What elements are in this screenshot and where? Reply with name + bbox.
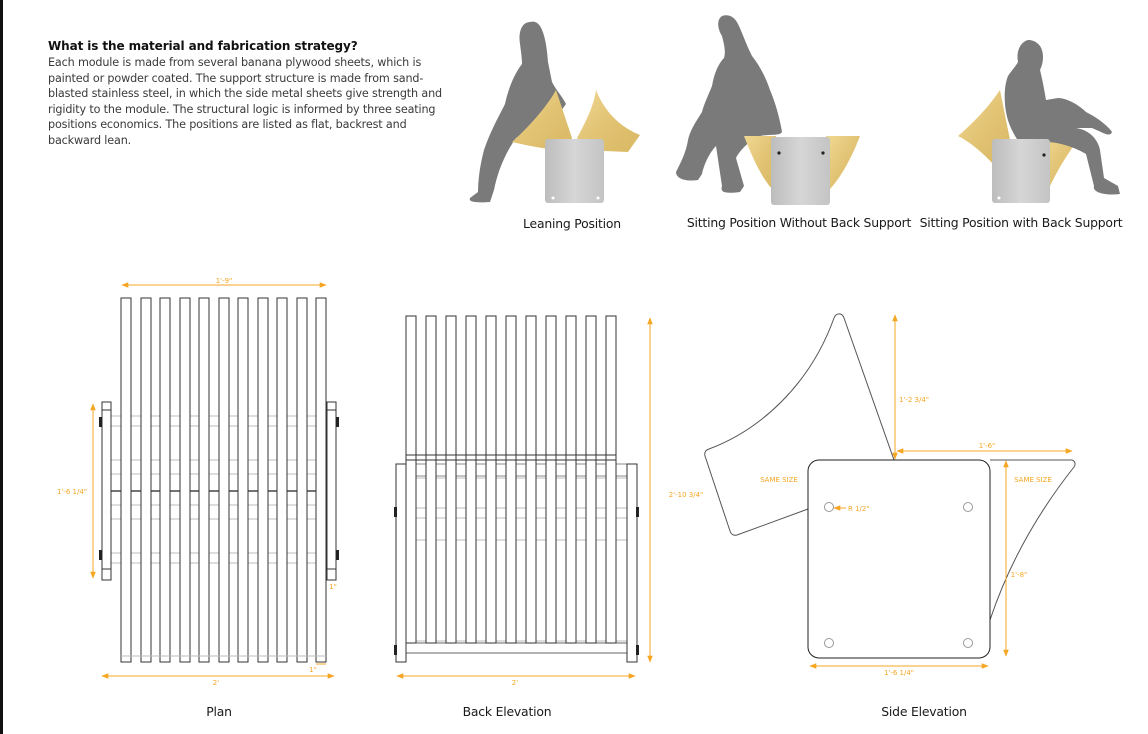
- back-elevation-dim-bottom: 2': [511, 679, 519, 687]
- plan-dim-top: 1'-9": [215, 277, 233, 285]
- back-elevation-title: Back Elevation: [462, 704, 552, 719]
- plan-dim-left: 1'-6 1/4": [56, 488, 88, 496]
- side-elevation-dim-right-height: 1'-8": [1010, 571, 1028, 579]
- steel-plate-outline: [808, 460, 990, 658]
- caption-leaning-position: Leaning Position: [523, 216, 621, 231]
- plan-drawing: [93, 285, 339, 676]
- side-elevation-same-size-right: SAME SIZE: [1014, 476, 1052, 484]
- plan-dim-bottom: 2': [212, 679, 220, 687]
- side-elevation-radius-label: R 1/2": [848, 505, 870, 513]
- side-elevation-same-size-left: SAME SIZE: [760, 476, 798, 484]
- plan-dim-rail: 1": [329, 583, 337, 591]
- side-elevation-dim-top-width: 1'-6": [978, 442, 996, 450]
- side-elevation-drawing: [705, 314, 1075, 666]
- intro-body: Each module is made from several banana plywood sheets, which is painted or powder coated. The support structure is made from sand-blasted stainless steel, in which the side metal sheets give strength and rigidity to the module. The structural logic is informed by three seating positions economics. The positions are listed as flat, backrest and backward lean.: [48, 56, 442, 147]
- side-elevation-dim-bottom-width: 1'-6 1/4": [883, 669, 915, 677]
- plywood-outline-right: [990, 460, 1075, 620]
- side-elevation-title: Side Elevation: [881, 704, 967, 719]
- plan-dim-slat: 1": [309, 666, 317, 674]
- caption-sitting-with-back: Sitting Position with Back Support: [919, 215, 1123, 230]
- plan-title: Plan: [206, 704, 232, 719]
- caption-sitting-no-back: Sitting Position Without Back Support: [686, 215, 912, 230]
- side-elevation-dim-top-height: 1'-2 3/4": [898, 396, 930, 404]
- back-elevation-dim-height: 2'-10 3/4": [668, 491, 704, 499]
- intro-heading: What is the material and fabrication strategy?: [48, 39, 358, 53]
- back-elevation-drawing: [394, 316, 650, 676]
